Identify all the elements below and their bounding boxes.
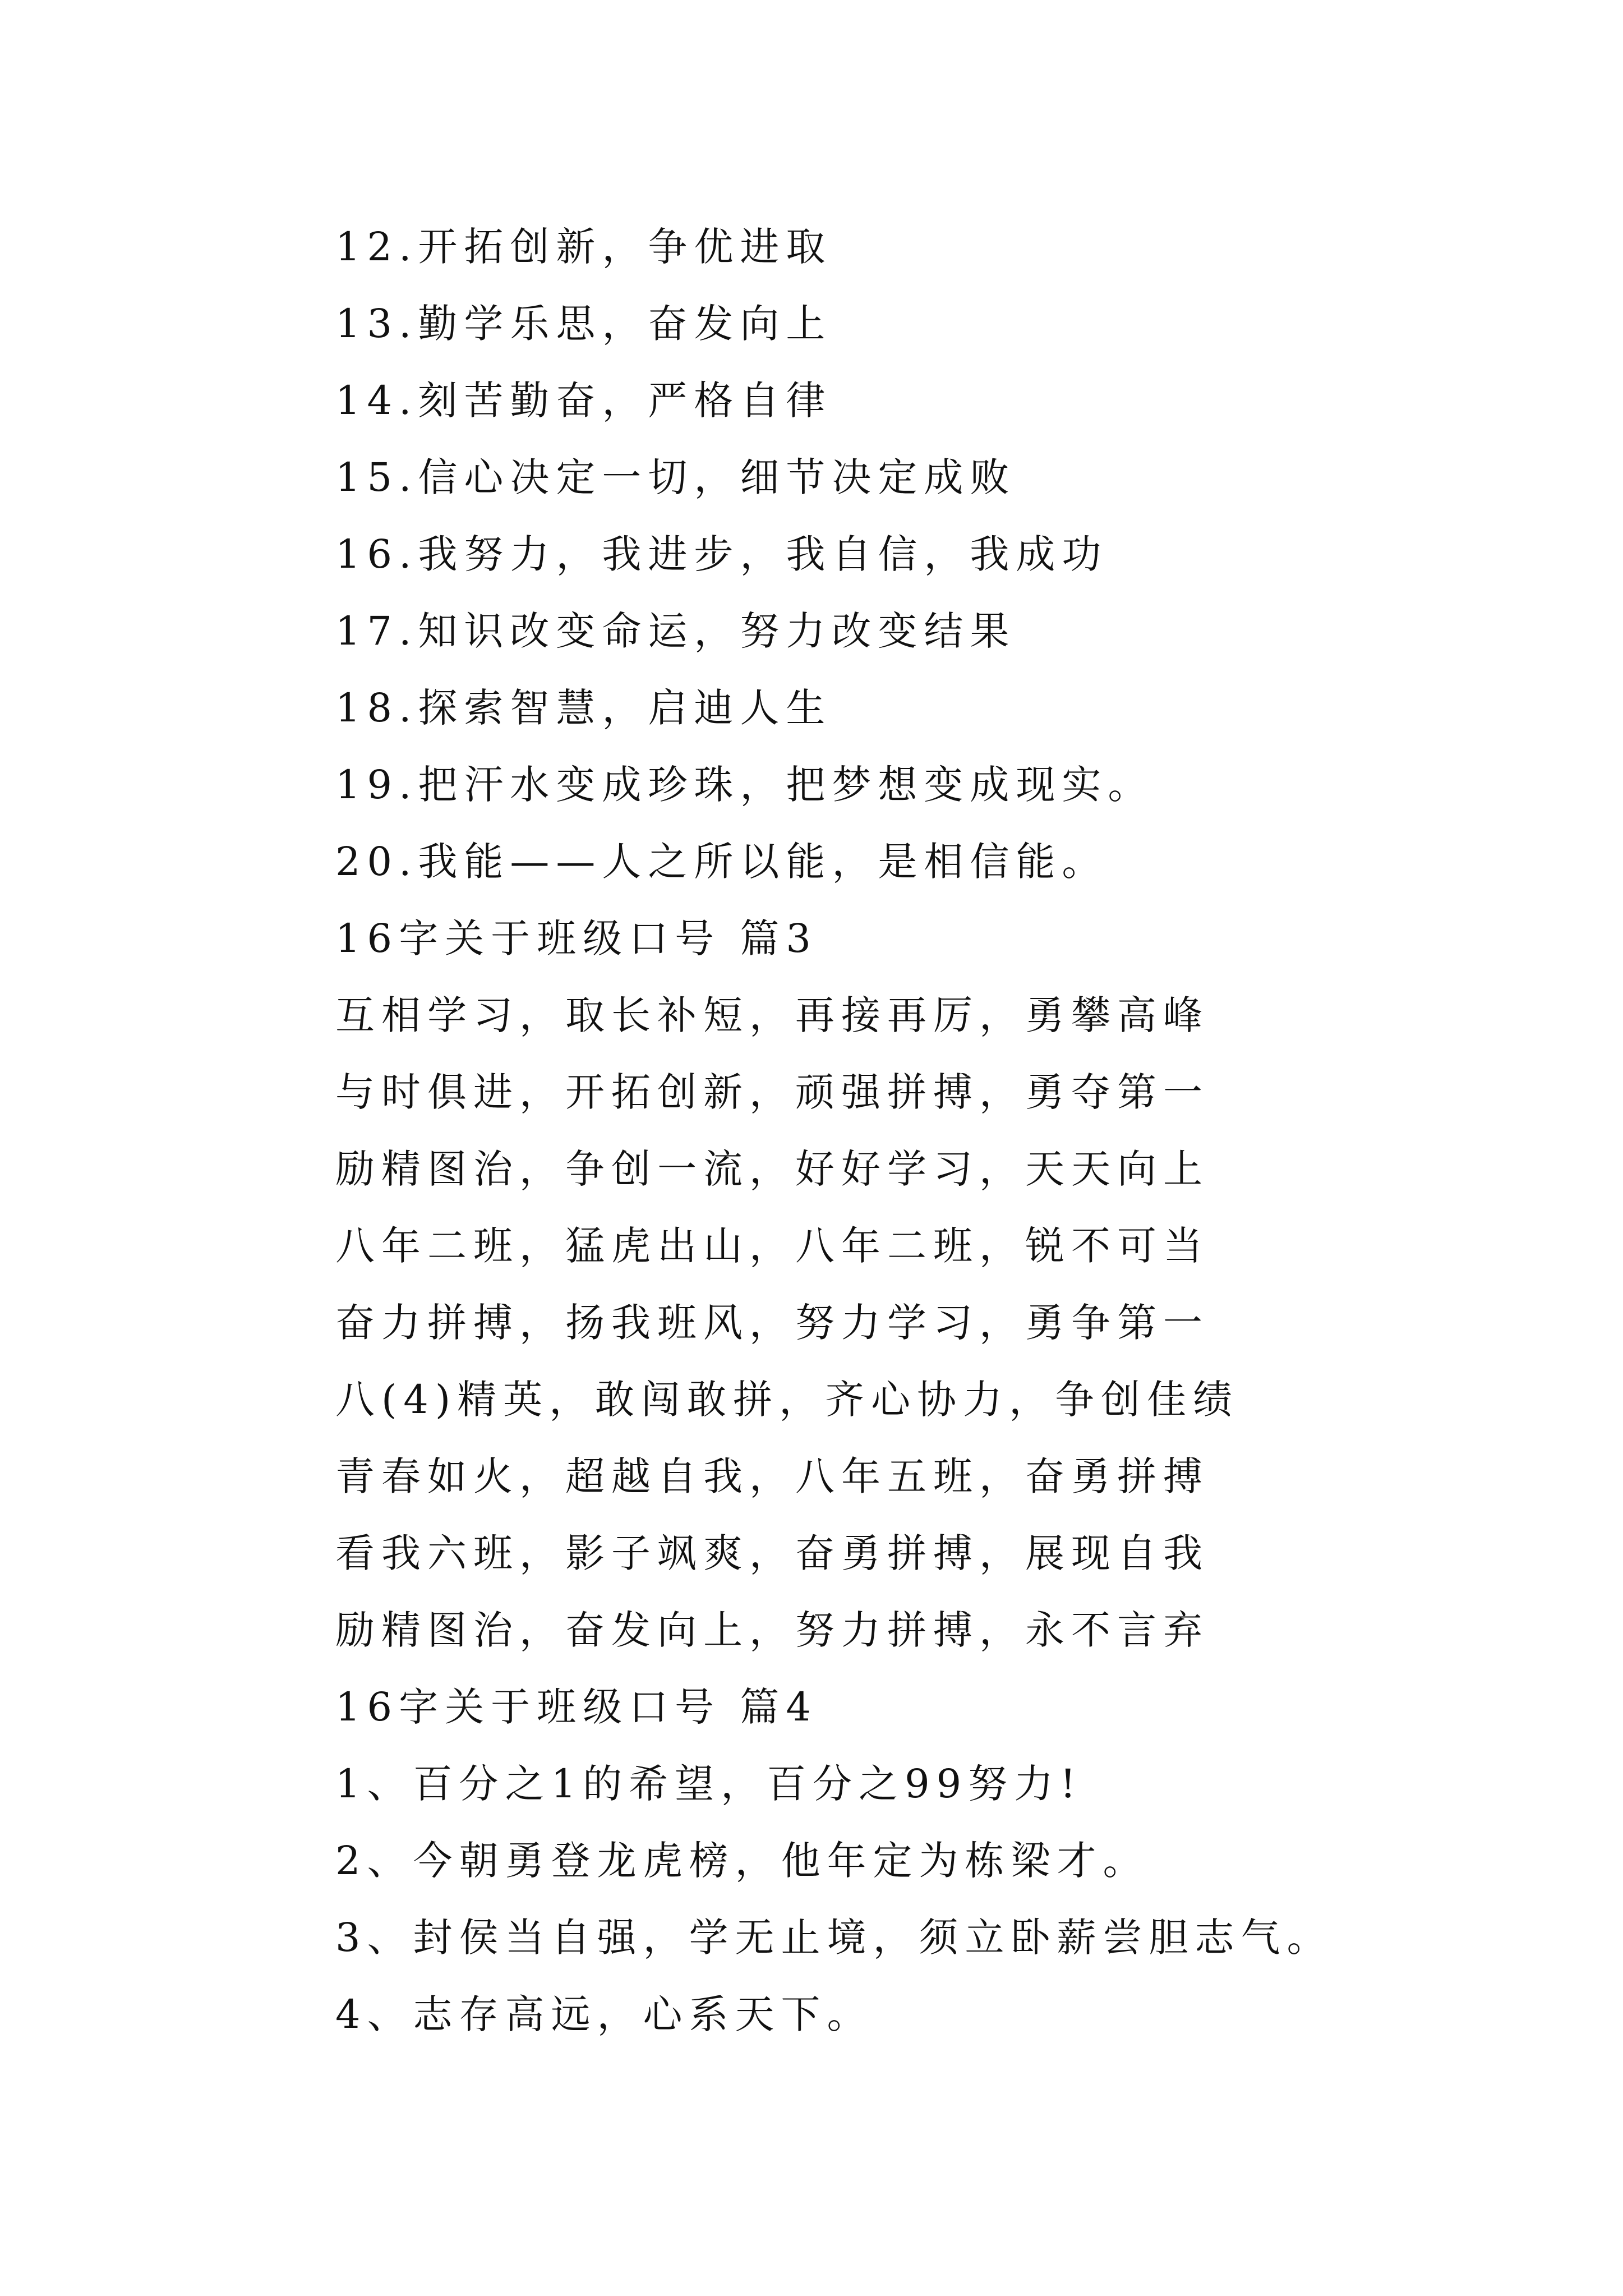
- slogan-line: 励精图治，奋发向上，努力拼搏，永不言弃: [335, 1607, 1209, 1653]
- slogan-line: 青春如火，超越自我，八年五班，奋勇拼搏: [335, 1453, 1209, 1499]
- slogan-line: 互相学习，取长补短，再接再厉，勇攀高峰: [335, 992, 1209, 1038]
- slogan-line: 八年二班，猛虎出山，八年二班，锐不可当: [335, 1223, 1209, 1269]
- slogan-line: 1、百分之1的希望，百分之99努力!: [335, 1761, 1083, 1807]
- slogan-line: 励精图治，争创一流，好好学习，天天向上: [335, 1146, 1209, 1192]
- slogan-line: 奋力拼搏，扬我班风，努力学习，勇争第一: [335, 1300, 1209, 1346]
- section-heading: 16字关于班级口号 篇3: [335, 915, 818, 961]
- slogan-line: 16.我努力，我进步，我自信，我成功: [335, 531, 1108, 577]
- slogan-line: 看我六班，影子飒爽，奋勇拼搏，展现自我: [335, 1530, 1209, 1576]
- slogan-line: 2、今朝勇登龙虎榜，他年定为栋梁才。: [335, 1838, 1149, 1884]
- slogan-line: 与时俱进，开拓创新，顽强拼搏，勇夺第一: [335, 1069, 1209, 1115]
- slogan-line: 八(4)精英，敢闯敢拼，齐心协力，争创佳绩: [335, 1377, 1239, 1423]
- slogan-line: 19.把汗水变成珍珠，把梦想变成现实。: [335, 762, 1154, 808]
- slogan-line: 17.知识改变命运，努力改变结果: [335, 608, 1016, 654]
- slogan-line: 15.信心决定一切，细节决定成败: [335, 454, 1016, 500]
- slogan-line: 3、封侯当自强，学无止境，须立卧薪尝胆志气。: [335, 1915, 1333, 1961]
- slogan-line: 18.探索智慧，启迪人生: [335, 685, 832, 731]
- section-heading: 16字关于班级口号 篇4: [335, 1684, 818, 1730]
- document-body: [335, 209, 1457, 2053]
- slogan-line: 12.开拓创新，争优进取: [335, 224, 832, 270]
- slogan-line: 4、志存高远，心系天下。: [335, 1991, 873, 2037]
- slogan-line: 14.刻苦勤奋，严格自律: [335, 378, 832, 424]
- slogan-line: 13.勤学乐思，奋发向上: [335, 301, 832, 347]
- slogan-line: 20.我能——人之所以能，是相信能。: [335, 839, 1108, 885]
